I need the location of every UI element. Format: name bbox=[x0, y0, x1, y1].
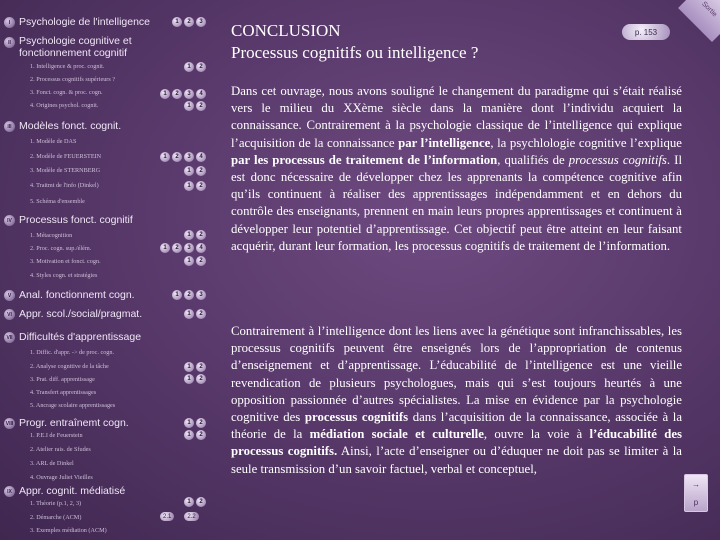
text-run: dans l’acquisition de la connaissance, associée à la théorie de la bbox=[231, 410, 682, 442]
sidebar-item-link[interactable]: 2. Processus cognitifs supérieurs ? bbox=[30, 76, 116, 83]
sidebar-section-link[interactable]: Processus fonct. cognitif bbox=[19, 214, 133, 226]
sidebar-item-link[interactable]: 1. Diffic. d'appr. -> de proc. cogn. bbox=[30, 349, 115, 356]
sidebar-item-link[interactable]: 4. Traitmt de l'info (Dinkel) bbox=[30, 182, 99, 189]
page-badge[interactable]: 1 bbox=[184, 362, 194, 372]
sidebar-item-link[interactable]: 4. Styles cogn. et stratégies bbox=[30, 272, 98, 279]
sidebar-item-link[interactable]: 1. Théorie (p.1, 2, 3) bbox=[30, 500, 82, 507]
sidebar-item-link[interactable]: 3. Exemples médiation (ACM) bbox=[30, 527, 107, 534]
italic-term: processus cognitifs bbox=[568, 152, 667, 167]
page-badge[interactable]: 2 bbox=[196, 256, 206, 266]
badge-group bbox=[184, 497, 206, 507]
page-badge[interactable]: 3 bbox=[184, 89, 194, 99]
emphasis: l’éducabilité des processus cognitifs. bbox=[231, 427, 682, 459]
section-number-badge: VIII bbox=[4, 418, 15, 429]
sidebar-item-link[interactable]: 3. Prat. diff. apprentissage bbox=[30, 376, 95, 383]
sidebar-item-link[interactable]: 4. Ouvrage Juliet Vieilles bbox=[30, 474, 93, 481]
conclusion-paragraph-1 bbox=[231, 83, 682, 255]
title-line: CONCLUSION bbox=[231, 21, 341, 40]
sidebar-item-link[interactable]: 4. Transfert apprentissages bbox=[30, 389, 97, 396]
subpage-pill[interactable]: 2.1 bbox=[160, 512, 174, 521]
sidebar-section-link[interactable]: Psychologie de l'intelligence bbox=[19, 16, 151, 28]
page-badge[interactable]: 1 bbox=[184, 497, 194, 507]
page-badge[interactable]: 2 bbox=[172, 89, 182, 99]
badge-group bbox=[184, 181, 206, 191]
sidebar-nav bbox=[0, 0, 222, 540]
sidebar-item-link[interactable]: 5. Ancrage scolaire apprentissages bbox=[30, 402, 116, 409]
exit-label[interactable]: Sortie bbox=[699, 0, 718, 19]
sidebar-item-link[interactable]: 3. Modèle de STERNBERG bbox=[30, 167, 101, 174]
page-badge[interactable]: 2 bbox=[196, 362, 206, 372]
sidebar-item-link[interactable]: 2. Analyse cognitive de la tâche bbox=[30, 363, 109, 370]
page-badge[interactable]: 1 bbox=[184, 418, 194, 428]
page-badge[interactable]: 2 bbox=[196, 374, 206, 384]
page-badge[interactable]: 1 bbox=[184, 181, 194, 191]
page-badge[interactable]: 3 bbox=[196, 290, 206, 300]
section-number-badge: IV bbox=[4, 215, 15, 226]
section-number-badge: VII bbox=[4, 332, 15, 343]
badge-group bbox=[160, 243, 206, 253]
badge-group bbox=[160, 89, 206, 99]
page-badge[interactable]: 4 bbox=[196, 152, 206, 162]
badge-group bbox=[184, 374, 206, 384]
page-badge[interactable]: 1 bbox=[184, 101, 194, 111]
sidebar-section-link[interactable]: Appr. cognit. médiatisé bbox=[19, 485, 126, 497]
page-badge[interactable]: 2 bbox=[196, 166, 206, 176]
text-run: , qualifiés de bbox=[497, 152, 569, 167]
title-line: Processus cognitifs ou intelligence ? bbox=[231, 43, 479, 62]
text-run: Contrairement à l’intelligence dont les liens avec la génétique sont infranchissables, les processus cognitifs peuvent être enseignés lors de l’appropriation de contenus d’enseignement et d’apprentissage. L’éducabilité de l’intelligence est une vieille revendication de plusieurs psychologues, mais qui s’est toujours heurtés à une opposition passionnée d’autres spécialistes. La mise en évidence par la psychologie cognitive des bbox=[231, 324, 682, 425]
emphasis: par les processus de traitement de l’information bbox=[231, 152, 498, 167]
text-run: , ouvre la voie à bbox=[483, 427, 590, 442]
arrow-right-icon: → bbox=[692, 479, 700, 489]
badge-group bbox=[184, 418, 206, 428]
sidebar-item-link[interactable]: 1. P.E.I de Feuerstein bbox=[30, 432, 83, 439]
page-badge[interactable]: 1 bbox=[184, 62, 194, 72]
sidebar-item-link[interactable]: 1. Intelligence & proc. cognit. bbox=[30, 63, 105, 70]
page-badge[interactable]: 1 bbox=[184, 166, 194, 176]
badge-group bbox=[184, 256, 206, 266]
badge-group bbox=[172, 290, 206, 300]
conclusion-paragraph-2 bbox=[231, 323, 682, 478]
sidebar-item-link[interactable]: 3. Motivation et fonct. cogn. bbox=[30, 258, 101, 265]
sidebar-item-link[interactable]: 2. Proc. cogn. sup./élém. bbox=[30, 245, 92, 252]
sidebar-item-link[interactable]: 1. Modèle de DAS bbox=[30, 138, 77, 145]
page-icon: p bbox=[693, 497, 699, 507]
sidebar-section-link[interactable]: fonctionnement cognitif bbox=[19, 47, 127, 59]
section-number-badge: IX bbox=[4, 486, 15, 497]
page-badge[interactable]: 2 bbox=[196, 62, 206, 72]
section-number-badge: I bbox=[4, 17, 15, 28]
section-number-badge: III bbox=[4, 121, 15, 132]
page-badge[interactable]: 3 bbox=[184, 152, 194, 162]
sidebar-item-link[interactable]: 2. Atelier rais. de Sfudes bbox=[30, 446, 91, 453]
badge-group bbox=[184, 230, 206, 240]
page-badge[interactable]: 1 bbox=[160, 152, 170, 162]
page-badge[interactable]: 1 bbox=[160, 243, 170, 253]
badge-group bbox=[160, 152, 206, 162]
page-badge[interactable]: 2 bbox=[196, 430, 206, 440]
sidebar-item-link[interactable]: 5. Schéma d'ensemble bbox=[30, 198, 85, 205]
badge-group bbox=[184, 430, 206, 440]
page-badge[interactable]: 1 bbox=[160, 89, 170, 99]
page-badge[interactable]: 2 bbox=[196, 101, 206, 111]
page-badge[interactable]: 2 bbox=[196, 418, 206, 428]
page-reference-badge[interactable]: p. 153 bbox=[622, 24, 670, 40]
page-badge[interactable]: 2 bbox=[196, 309, 206, 319]
page-title bbox=[231, 20, 478, 64]
sidebar-section-link[interactable]: Modèles fonct. cognit. bbox=[19, 120, 122, 132]
page-badge[interactable]: 1 bbox=[184, 256, 194, 266]
sidebar-item-link[interactable]: 2. Démarche (ACM) bbox=[30, 514, 82, 521]
text-run: , la psychlologie cognitive l’explique bbox=[490, 135, 682, 150]
badge-group bbox=[172, 17, 206, 27]
text-run: Dans cet ouvrage, nous avons souligné le changement du paradigme qui s’était réalisé vers le milieu du XXème siècle dans la manière dont l’individu acquiert la connaissance. Contrairement à la psychologie classique de l’intelligence qui explique l’acquisition de la connaissance bbox=[231, 84, 682, 150]
badge-group bbox=[160, 512, 199, 521]
section-number-badge: V bbox=[4, 290, 15, 301]
page-badge[interactable]: 2 bbox=[184, 290, 194, 300]
page-badge[interactable]: 1 bbox=[172, 17, 182, 27]
sidebar-section-link[interactable]: Anal. fonctionnemt cogn. bbox=[19, 289, 135, 301]
section-number-badge: VI bbox=[4, 309, 15, 320]
text-run: Ainsi, l’acte d’enseigner ou d’éduquer ne doit pas se limiter à la seule transmission d’un savoir factuel, verbal et conceptuel, bbox=[231, 444, 682, 476]
sidebar-item-link[interactable]: 3. ARL de Dinkel bbox=[30, 460, 74, 467]
sidebar-section-link[interactable]: Appr. scol./social/pragmat. bbox=[19, 308, 143, 320]
page-badge[interactable]: 2 bbox=[184, 17, 194, 27]
sidebar-section-link[interactable]: Psychologie cognitive et bbox=[19, 35, 132, 47]
page-badge[interactable]: 1 bbox=[184, 374, 194, 384]
page-badge[interactable]: 1 bbox=[172, 290, 182, 300]
page-badge[interactable]: 2 bbox=[172, 152, 182, 162]
page-badge[interactable]: 2 bbox=[196, 181, 206, 191]
next-page-button[interactable] bbox=[684, 474, 708, 512]
emphasis: médiation sociale et culturelle bbox=[309, 427, 484, 442]
sidebar-item-link[interactable]: 4. Origines psychol. cognit. bbox=[30, 102, 99, 109]
badge-group bbox=[184, 62, 206, 72]
page-badge[interactable]: 2 bbox=[196, 497, 206, 507]
badge-group bbox=[184, 362, 206, 372]
sidebar-item-link[interactable]: 2. Modèle de FEUERSTEIN bbox=[30, 153, 102, 160]
badge-group bbox=[184, 101, 206, 111]
sidebar-section-link[interactable]: Progr. entraînemt cogn. bbox=[19, 417, 129, 429]
page-badge[interactable]: 1 bbox=[184, 430, 194, 440]
text-run: . Il est donc nécessaire de développer chez les apprenants la compétence cognitive afin qu’ils continuent à réaliser des apprentissages indépendamment et en dehors du contrôle des enseignants, prennent en main leurs propres apprentissages et continuent à développer leur potentiel d’apprentissage. Cet objectif peut être atteint en leur faisant acquérir, durant leur formation, les processus cognitifs de traitement de l’information. bbox=[231, 152, 682, 253]
page-badge[interactable]: 4 bbox=[196, 243, 206, 253]
exit-corner-button[interactable] bbox=[678, 0, 720, 42]
sidebar-section-link[interactable]: Difficultés d'apprentissage bbox=[19, 331, 142, 343]
section-number-badge: II bbox=[4, 37, 15, 48]
page-badge[interactable]: 2 bbox=[172, 243, 182, 253]
badge-group bbox=[184, 166, 206, 176]
page-badge[interactable]: 2 bbox=[196, 230, 206, 240]
page-badge[interactable]: 3 bbox=[184, 243, 194, 253]
page-badge[interactable]: 3 bbox=[196, 17, 206, 27]
emphasis: processus cognitifs bbox=[304, 410, 409, 425]
badge-group bbox=[184, 309, 206, 319]
sidebar-item-link[interactable]: 3. Fonct. cogn. & proc. cogn. bbox=[30, 89, 103, 96]
subpage-pill[interactable]: 2.2 bbox=[184, 512, 198, 521]
page-badge[interactable]: 1 bbox=[184, 230, 194, 240]
emphasis: par l’intelligence bbox=[398, 135, 491, 150]
page-badge[interactable]: 1 bbox=[184, 309, 194, 319]
page-badge[interactable]: 4 bbox=[196, 89, 206, 99]
sidebar-item-link[interactable]: 1. Métacognition bbox=[30, 232, 73, 239]
